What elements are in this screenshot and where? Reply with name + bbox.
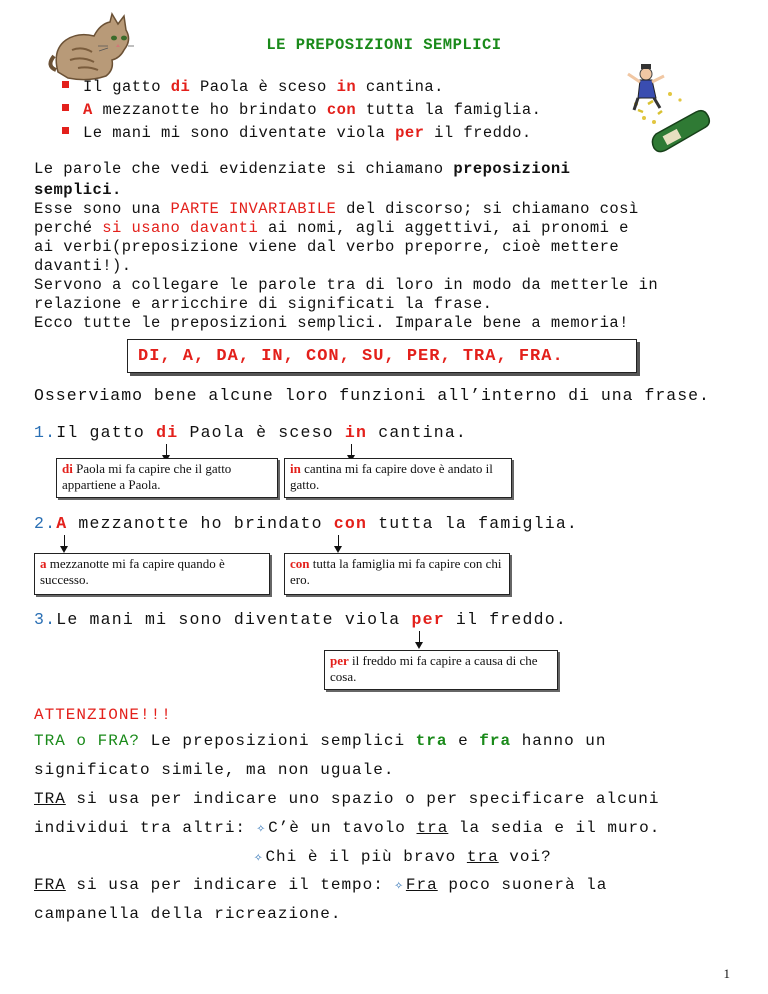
intro-line: Le parole che vedi evidenziate si chiamano preposizioni: [34, 160, 571, 178]
arrow-down-icon: [338, 535, 339, 547]
attention-line: TRA o FRA? Le preposizioni semplici tra e fra hanno un: [34, 732, 607, 750]
intro-line: ai verbi(preposizione viene dal verbo preporre, cioè mettere: [34, 238, 620, 256]
arrow-down-icon: [64, 535, 65, 547]
explanation-box: in cantina mi fa capire dove è andato il gatto.: [284, 458, 512, 498]
example-sentence-3: 3.Le mani mi sono diventate viola per il freddo.: [34, 610, 567, 629]
attention-line: FRA si usa per indicare il tempo: ✧ Fra poco suonerà la: [34, 876, 608, 894]
observe-line: Osserviamo bene alcune loro funzioni all’interno di una frase.: [34, 386, 710, 405]
attention-line: TRA si usa per indicare uno spazio o per specificare alcuni: [34, 790, 660, 808]
bullet-item: A mezzanotte ho brindato con tutta la famiglia.: [62, 101, 541, 124]
star-outline-icon: ✧: [256, 821, 267, 837]
arrow-down-icon: [419, 631, 420, 643]
intro-line: Ecco tutte le preposizioni semplici. Imparale bene a memoria!: [34, 314, 629, 332]
bullet-square-icon: [62, 81, 69, 88]
intro-line: davanti!).: [34, 257, 132, 275]
bullet-item: Il gatto di Paola è sceso in cantina.: [62, 78, 541, 101]
intro-line: Esse sono una PARTE INVARIABILE del discorso; si chiamano così: [34, 200, 639, 218]
bullet-item: Le mani mi sono diventate viola per il freddo.: [62, 124, 541, 147]
star-outline-icon: ✧: [254, 850, 264, 866]
page-number: 1: [723, 966, 730, 981]
explanation-box: di Paola mi fa capire che il gatto appartiene a Paola.: [56, 458, 278, 498]
explanation-box: per il freddo mi fa capire a causa di che cosa.: [324, 650, 558, 690]
arrow-down-icon: [166, 444, 167, 456]
example-bullets: [62, 78, 541, 147]
arrow-down-icon: [351, 444, 352, 456]
intro-line: Servono a collegare le parole tra di loro in modo da metterle in: [34, 276, 659, 294]
champagne-bottle-icon: [608, 64, 728, 160]
attention-line: campanella della ricreazione.: [34, 905, 342, 923]
bullet-square-icon: [62, 104, 69, 111]
intro-line: relazione e arricchire di significati la frase.: [34, 295, 493, 313]
intro-line: perché si usano davanti ai nomi, agli aggettivi, ai pronomi e: [34, 219, 629, 237]
example-sentence-2: 2.A mezzanotte ho brindato con tutta la famiglia.: [34, 514, 579, 533]
explanation-box: a mezzanotte mi fa capire quando è successo.: [34, 553, 270, 595]
bullet-square-icon: [62, 127, 69, 134]
attention-heading: ATTENZIONE!!!: [34, 706, 172, 724]
attention-line: ✧ Chi è il più bravo tra voi?: [254, 848, 552, 866]
page-title: LE PREPOSIZIONI SEMPLICI: [266, 36, 502, 54]
prepositions-list-box: DI, A, DA, IN, CON, SU, PER, TRA, FRA.: [127, 339, 637, 373]
explanation-box: con tutta la famiglia mi fa capire con chi ero.: [284, 553, 510, 595]
example-sentence-1: 1.Il gatto di Paola è sceso in cantina.: [34, 423, 468, 442]
intro-line: semplici.: [34, 181, 122, 199]
attention-line: significato simile, ma non uguale.: [34, 761, 395, 779]
star-outline-icon: ✧: [394, 878, 404, 894]
attention-line: individui tra altri: ✧ C’è un tavolo tra la sedia e il muro.: [34, 819, 661, 837]
